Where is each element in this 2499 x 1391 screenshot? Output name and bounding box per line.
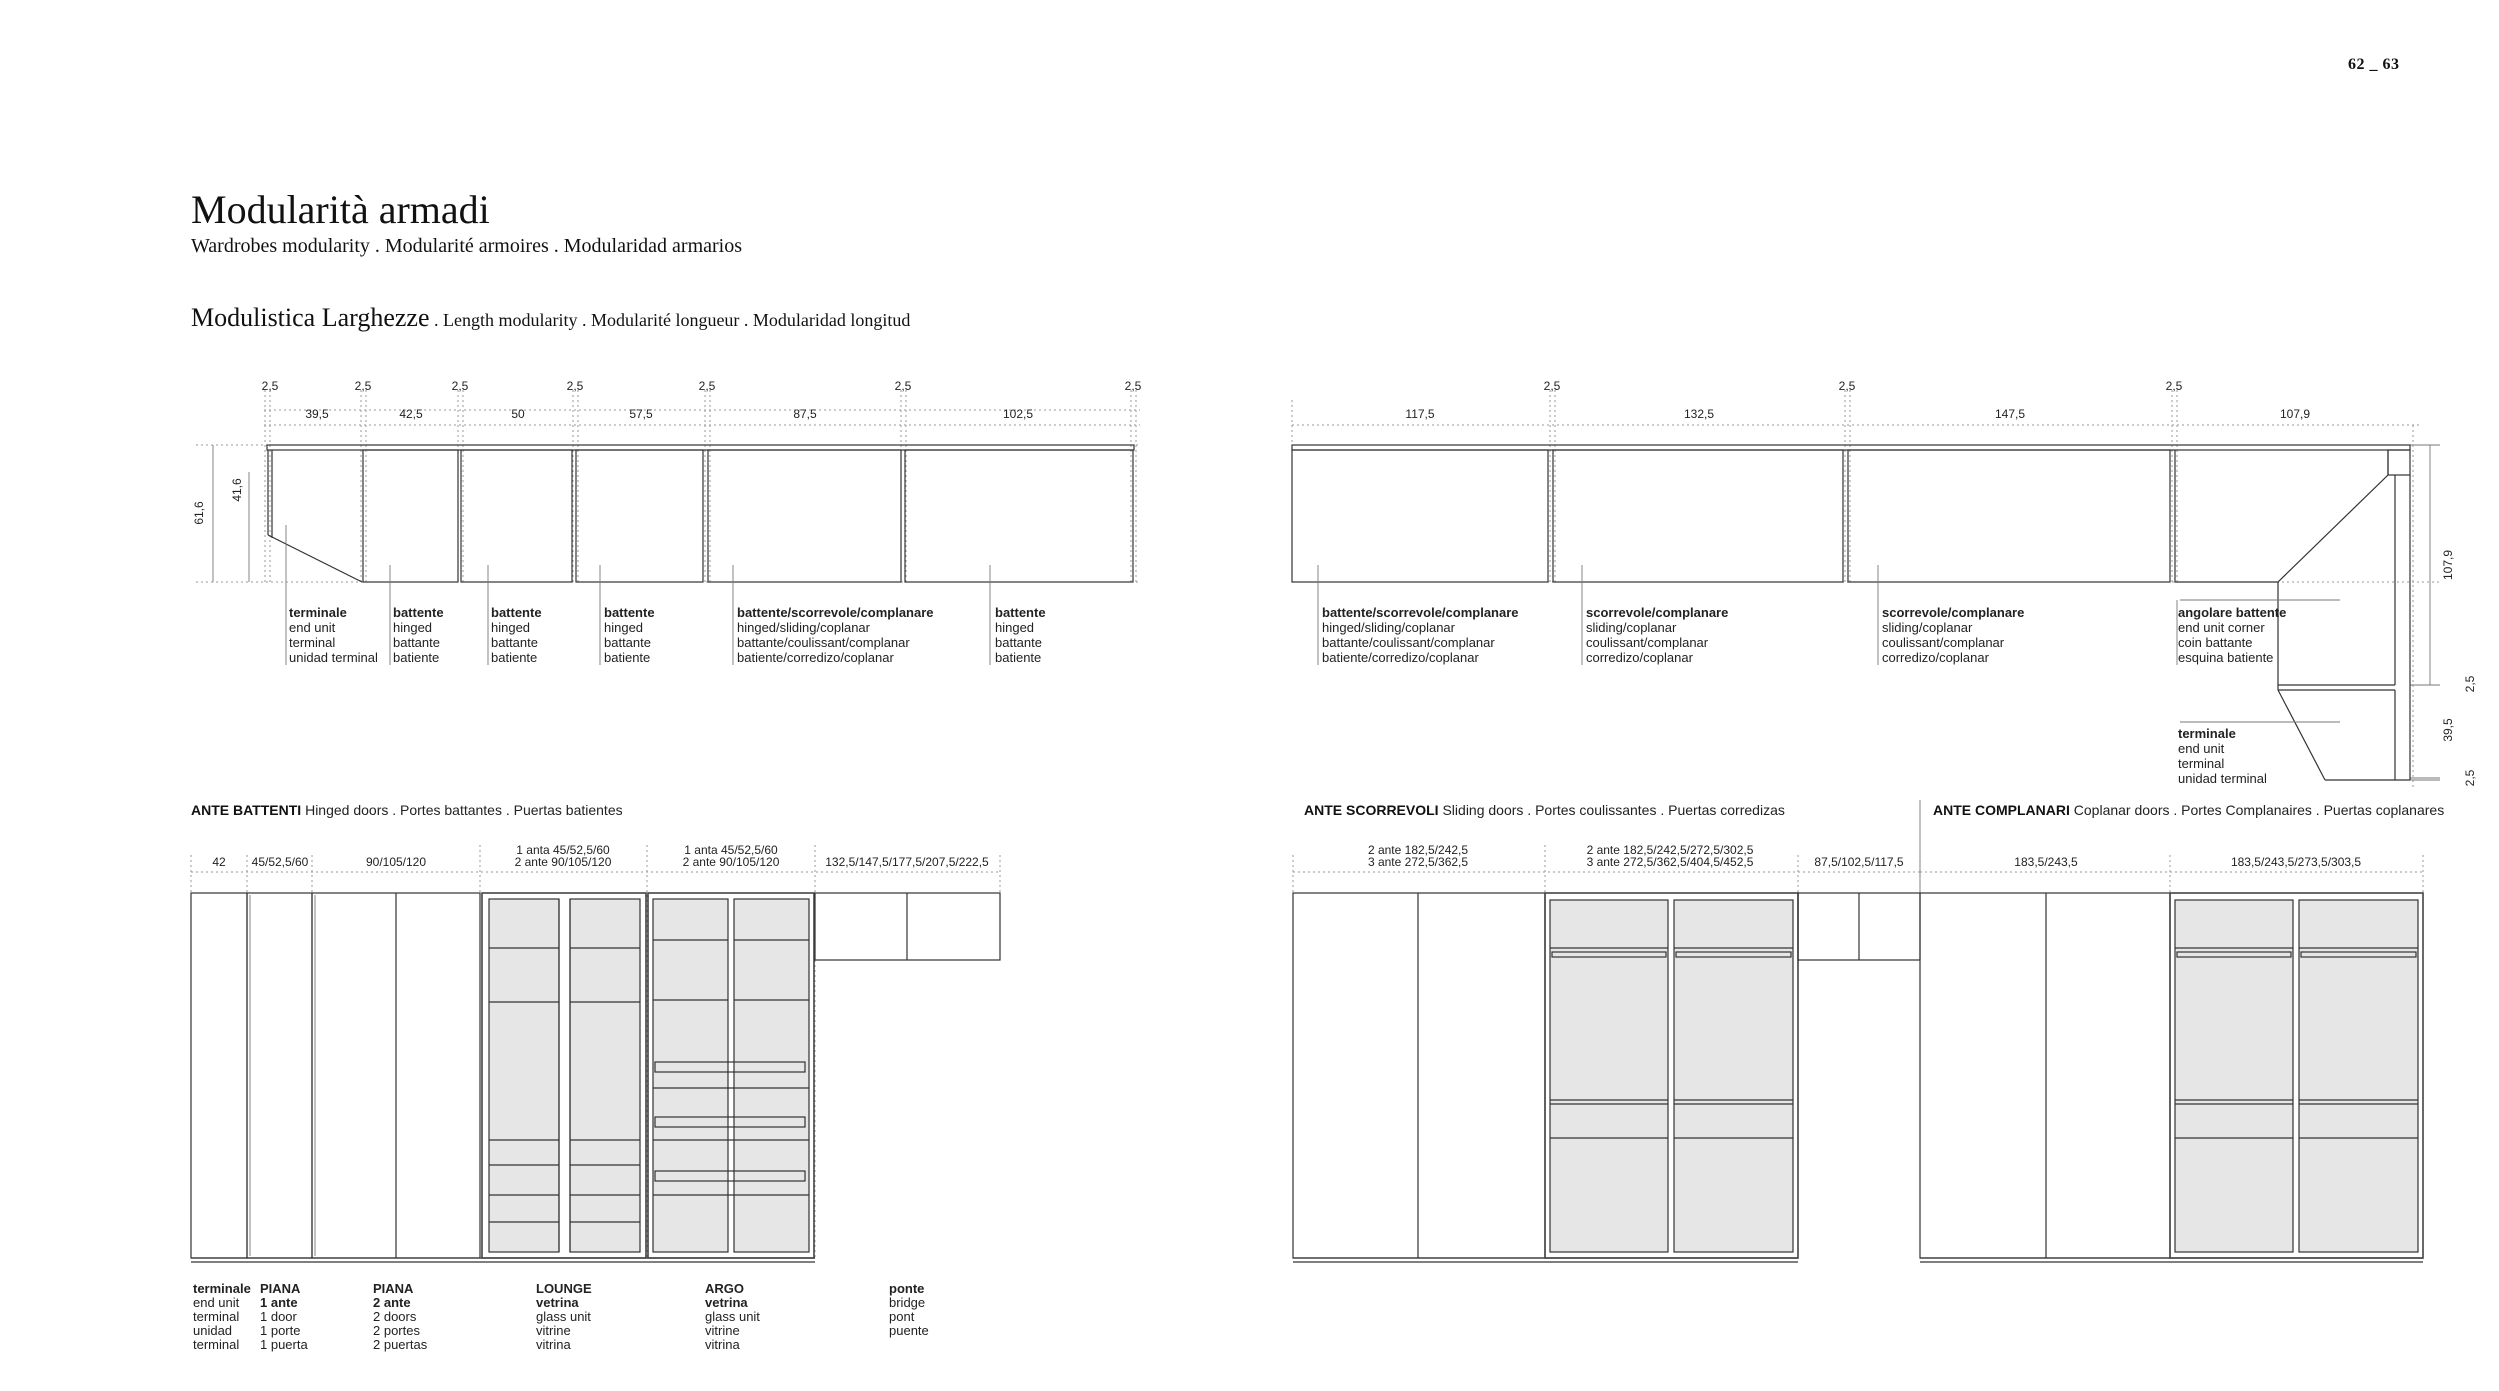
svg-text:battente/scorrevole/complanare: battente/scorrevole/complanare xyxy=(737,605,934,620)
svg-text:battante/coulissant/complanar: battante/coulissant/complanar xyxy=(1322,635,1495,650)
dim-label: 2 ante 182,5/242,5 xyxy=(1367,843,1469,857)
right-plan-label-scorrevole-complanare xyxy=(1882,605,2024,665)
dim-label: 90/105/120 xyxy=(365,855,427,869)
svg-text:coulissant/complanar: coulissant/complanar xyxy=(1882,635,2005,650)
dim-label: 183,5/243,5 xyxy=(2014,855,2078,869)
dim-label: 2 ante 182,5/242,5/272,5/302,5 xyxy=(1586,843,1754,857)
ab-label-terminale xyxy=(193,1281,251,1352)
svg-text:bridge: bridge xyxy=(889,1295,926,1310)
right-plan-label-terminale xyxy=(2178,726,2267,786)
dim-label: 1 anta 45/52,5/60 xyxy=(516,843,610,857)
svg-text:terminale: terminale xyxy=(289,605,347,620)
svg-text:hinged/sliding/coplanar: hinged/sliding/coplanar xyxy=(1322,620,1455,635)
svg-text:glass unit: glass unit xyxy=(536,1309,591,1324)
svg-text:vitrine: vitrine xyxy=(536,1323,571,1338)
page-subtitle: Wardrobes modularity . Modularité armoires . Modularidad armarios xyxy=(191,235,743,257)
svg-text:battante: battante xyxy=(995,635,1042,650)
svg-text:PIANA: PIANA xyxy=(260,1281,301,1296)
dim-width: 107,9 xyxy=(2279,407,2311,421)
svg-text:terminal: terminal xyxy=(193,1337,240,1352)
dim-label: 42 xyxy=(212,855,226,869)
svg-text:ARGO: ARGO xyxy=(705,1281,744,1296)
svg-text:vetrina: vetrina xyxy=(705,1295,748,1310)
svg-text:terminal: terminal xyxy=(2178,756,2225,771)
left-plan-label-battente xyxy=(604,605,655,665)
svg-text:terminal: terminal xyxy=(193,1309,240,1324)
dim-gap: 2,5 xyxy=(261,379,279,393)
svg-text:ponte: ponte xyxy=(889,1281,925,1296)
svg-text:battente: battente xyxy=(604,605,655,620)
svg-text:hinged: hinged xyxy=(604,620,644,635)
svg-text:battante: battante xyxy=(393,635,440,650)
svg-text:battente: battente xyxy=(995,605,1046,620)
section-title-main: Modulistica Larghezze xyxy=(191,303,430,332)
svg-text:esquina batiente: esquina batiente xyxy=(2178,650,2274,665)
svg-text:batiente: batiente xyxy=(393,650,440,665)
svg-text:pont: pont xyxy=(889,1309,915,1324)
svg-text:vetrina: vetrina xyxy=(536,1295,579,1310)
left-plan-label-battente-scorrevole-complanare xyxy=(737,605,934,665)
ab-label-piana-2 xyxy=(373,1281,428,1352)
svg-text:hinged: hinged xyxy=(995,620,1035,635)
dim-width: 57,5 xyxy=(629,407,653,421)
svg-text:PIANA: PIANA xyxy=(373,1281,414,1296)
dim-side: 2,5 xyxy=(2463,675,2477,693)
dim-label: 87,5/102,5/117,5 xyxy=(1814,855,1904,869)
svg-text:2 ante: 2 ante xyxy=(373,1295,411,1310)
svg-text:batiente: batiente xyxy=(491,650,538,665)
dim-label: 132,5/147,5/177,5/207,5/222,5 xyxy=(825,855,989,869)
svg-text:batiente/corredizo/coplanar: batiente/corredizo/coplanar xyxy=(737,650,894,665)
svg-text:scorrevole/complanare: scorrevole/complanare xyxy=(1586,605,1729,620)
dim-width: 132,5 xyxy=(1683,407,1715,421)
dim-depth-inner: 41,6 xyxy=(230,478,244,502)
svg-text:1 porte: 1 porte xyxy=(260,1323,301,1338)
svg-text:unidad: unidad xyxy=(193,1323,233,1338)
svg-text:battente: battente xyxy=(491,605,542,620)
dim-label: 3 ante 272,5/362,5/404,5/452,5 xyxy=(1586,855,1754,869)
ab-label-piana-1 xyxy=(260,1281,308,1352)
svg-text:unidad terminal: unidad terminal xyxy=(289,650,378,665)
svg-text:terminale: terminale xyxy=(2178,726,2236,741)
svg-text:2 portes: 2 portes xyxy=(373,1323,420,1338)
svg-text:vitrine: vitrine xyxy=(705,1323,740,1338)
svg-text:end unit: end unit xyxy=(289,620,336,635)
ante-battenti-header: ANTE BATTENTI Hinged doors . Portes battantes . Puertas batientes xyxy=(191,802,623,818)
svg-text:batiente: batiente xyxy=(995,650,1042,665)
dim-width: 87,5 xyxy=(793,407,817,421)
svg-text:vitrina: vitrina xyxy=(536,1337,571,1352)
svg-text:1 ante: 1 ante xyxy=(260,1295,298,1310)
dim-gap: 2,5 xyxy=(354,379,372,393)
dim-width: 102,5 xyxy=(1002,407,1034,421)
svg-text:1 puerta: 1 puerta xyxy=(260,1337,308,1352)
svg-text:batiente/corredizo/coplanar: batiente/corredizo/coplanar xyxy=(1322,650,1479,665)
dim-label: 183,5/243,5/273,5/303,5 xyxy=(2230,855,2362,869)
dim-label: 3 ante 272,5/362,5 xyxy=(1367,855,1469,869)
svg-text:corredizo/coplanar: corredizo/coplanar xyxy=(1882,650,1989,665)
svg-text:hinged: hinged xyxy=(393,620,433,635)
dim-gap: 2,5 xyxy=(1838,379,1856,393)
dim-gap: 2,5 xyxy=(698,379,716,393)
right-plan-label-battente-scorrevole-complanare xyxy=(1322,605,1519,665)
svg-text:vitrina: vitrina xyxy=(705,1337,740,1352)
svg-text:scorrevole/complanare: scorrevole/complanare xyxy=(1882,605,2025,620)
svg-text:sliding/coplanar: sliding/coplanar xyxy=(1882,620,1973,635)
svg-text:hinged: hinged xyxy=(491,620,531,635)
left-plan-label-battente xyxy=(995,605,1046,665)
svg-text:battante: battante xyxy=(491,635,538,650)
svg-text:2 doors: 2 doors xyxy=(373,1309,417,1324)
svg-text:terminale: terminale xyxy=(193,1281,251,1296)
svg-text:glass unit: glass unit xyxy=(705,1309,760,1324)
dim-width: 39,5 xyxy=(305,407,329,421)
section-title-sub: . Length modularity . Modularité longueur . Modularidad longitud xyxy=(429,310,911,330)
svg-text:LOUNGE: LOUNGE xyxy=(536,1281,592,1296)
dim-width: 50 xyxy=(511,407,525,421)
svg-text:terminal: terminal xyxy=(289,635,336,650)
left-plan-label-battente xyxy=(393,605,444,665)
svg-text:end unit: end unit xyxy=(193,1295,240,1310)
dim-gap: 2,5 xyxy=(894,379,912,393)
dim-gap: 2,5 xyxy=(1543,379,1561,393)
dim-label: 2 ante 90/105/120 xyxy=(682,855,780,869)
svg-text:angolare battente: angolare battente xyxy=(2178,605,2287,620)
dim-gap: 2,5 xyxy=(2165,379,2183,393)
svg-text:unidad terminal: unidad terminal xyxy=(2178,771,2267,786)
ante-scorrevoli-header: ANTE SCORREVOLI Sliding doors . Portes coulissantes . Puertas corredizas xyxy=(1304,802,1785,818)
svg-text:battante: battante xyxy=(604,635,651,650)
dim-side: 39,5 xyxy=(2441,718,2455,742)
ab-label-argo xyxy=(705,1281,760,1352)
svg-text:2 puertas: 2 puertas xyxy=(373,1337,428,1352)
dim-side: 107,9 xyxy=(2441,549,2455,581)
dim-depth-outer: 61,6 xyxy=(192,501,206,525)
svg-text:batiente: batiente xyxy=(604,650,651,665)
dim-width: 42,5 xyxy=(399,407,423,421)
ab-label-lounge xyxy=(536,1281,592,1352)
dim-gap: 2,5 xyxy=(1124,379,1142,393)
svg-text:battente/scorrevole/complanare: battente/scorrevole/complanare xyxy=(1322,605,1519,620)
right-plan-view xyxy=(1292,379,2477,790)
ab-label-ponte xyxy=(889,1281,929,1338)
right-plan-label-angolare-battente xyxy=(2178,605,2286,665)
dim-gap: 2,5 xyxy=(451,379,469,393)
ante-scorrevoli-elevation xyxy=(1293,802,1920,1262)
svg-text:corredizo/coplanar: corredizo/coplanar xyxy=(1586,650,1693,665)
dim-label: 2 ante 90/105/120 xyxy=(514,855,612,869)
svg-text:end unit corner: end unit corner xyxy=(2178,620,2265,635)
page-number: 62 _ 63 xyxy=(2348,56,2400,73)
dim-width: 147,5 xyxy=(1994,407,2026,421)
left-plan-label-battente xyxy=(491,605,542,665)
ante-complanari-header: ANTE COMPLANARI Coplanar doors . Portes Complanaires . Puertas coplanares xyxy=(1933,802,2445,818)
ante-complanari-elevation xyxy=(1920,800,2444,1262)
svg-text:puente: puente xyxy=(889,1323,929,1338)
left-plan-label-terminale xyxy=(289,605,378,665)
svg-text:end unit: end unit xyxy=(2178,741,2225,756)
page-title: Modularità armadi xyxy=(191,187,490,232)
svg-text:coulissant/complanar: coulissant/complanar xyxy=(1586,635,1709,650)
left-plan-view xyxy=(192,379,1142,665)
svg-text:coin battante: coin battante xyxy=(2178,635,2253,650)
dim-width: 117,5 xyxy=(1405,407,1435,421)
dim-side: 2,5 xyxy=(2463,769,2477,787)
right-plan-label-scorrevole-complanare xyxy=(1586,605,1728,665)
svg-text:battente: battente xyxy=(393,605,444,620)
svg-text:sliding/coplanar: sliding/coplanar xyxy=(1586,620,1677,635)
ante-battenti-elevation xyxy=(191,802,1000,1352)
dim-label: 45/52,5/60 xyxy=(251,855,309,869)
svg-text:battante/coulissant/complanar: battante/coulissant/complanar xyxy=(737,635,910,650)
dim-gap: 2,5 xyxy=(566,379,584,393)
svg-text:1 door: 1 door xyxy=(260,1309,297,1324)
dim-label: 1 anta 45/52,5/60 xyxy=(684,843,778,857)
svg-text:hinged/sliding/coplanar: hinged/sliding/coplanar xyxy=(737,620,870,635)
